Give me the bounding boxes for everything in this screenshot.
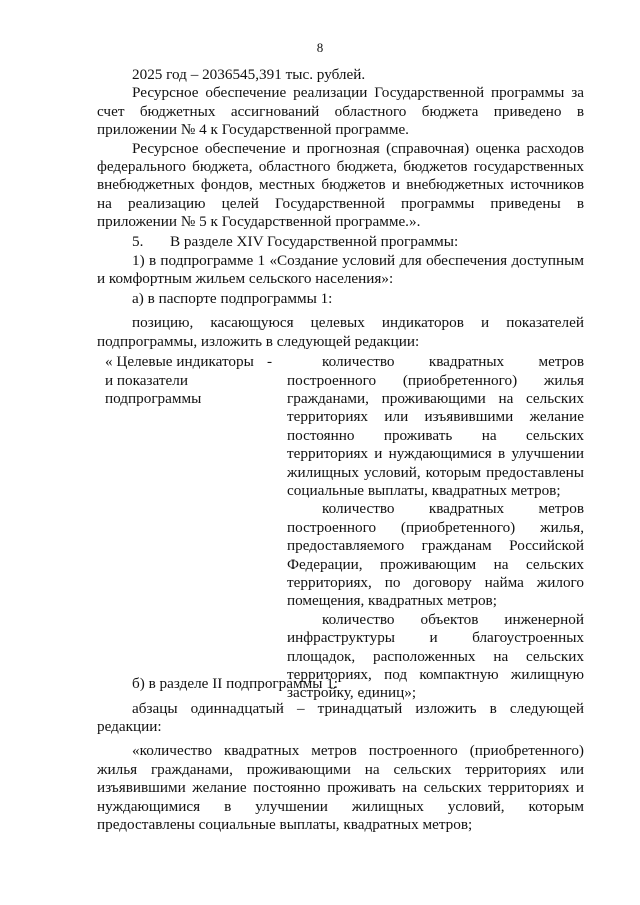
paragraph-resource-regional: Ресурсное обеспечение реализации Государственной программы за счет бюджетных ассигнований областного бюджета приведено в приложении № 4 к Государственной программе. [97, 84, 584, 139]
paragraph-quote-indicator: «количество квадратных метров построенного (приобретенного) жилья гражданами, проживающими на сельских территориях или изъявившими желание постоянно проживать на сельских территориях и нуждающимися в улучшении жилищных условий, которым предоставлены социальные выплаты, квадратных метров; [97, 742, 584, 833]
indicator-item-3: количество объектов инженерной инфраструктуры и благоустроенных площадок, расположенных на сельских территориях, под компактную жилищную застройку, единиц»; [287, 610, 584, 702]
paragraph-year-2025: 2025 год – 2036545,391 тыс. рублей. [132, 66, 366, 83]
paragraph-position: позицию, касающуюся целевых индикаторов и показателей подпрограммы, изложить в следующей редакции: [97, 314, 584, 350]
paragraph-section-xiv: 5. В разделе XIV Государственной программы: [132, 232, 459, 250]
paragraph-resource-forecast: Ресурсное обеспечение и прогнозная (справочная) оценка расходов федерального бюджета, областного бюджета, бюджетов государственных внебюджетных фондов, местных бюджетов и внебюджетных источников на реализацию целей Государственной программы приведены в приложении № 5 к Государственной программе.». [97, 139, 584, 231]
paragraph-subprogram-1: 1) в подпрограмме 1 «Создание условий для обеспечения доступным и комфортным жильем сельского населения»: [97, 252, 584, 288]
indicators-dash: - [267, 353, 273, 371]
paragraph-section-ii: б) в разделе II подпрограммы 1: [132, 675, 339, 693]
document-body [97, 66, 584, 834]
indicator-item-2: количество квадратных метров построенного (приобретенного) жилья, предоставляемого гражданам Российской Федерации, проживающим на сельских территориях, по договору найма жилого помещения, квадратных метров; [287, 500, 584, 610]
paragraph-passport: а) в паспорте подпрограммы 1: [132, 289, 333, 307]
paragraph-paragraphs-11-13: абзацы одиннадцатый – тринадцатый изложить в следующей редакции: [97, 699, 584, 735]
indicator-item-1: количество квадратных метров построенного (приобретенного) жилья гражданами, проживающими на сельских территориях или изъявившими желание постоянно проживать на сельских территориях и нуждающимися в улучшении жилищных условий, которым предоставлены социальные выплаты, квадратных метров; [287, 353, 584, 499]
indicators-list [287, 353, 584, 703]
indicators-label: « Целевые индикаторы и показатели подпрограммы [105, 353, 254, 407]
page-number: 8 [316, 40, 324, 55]
